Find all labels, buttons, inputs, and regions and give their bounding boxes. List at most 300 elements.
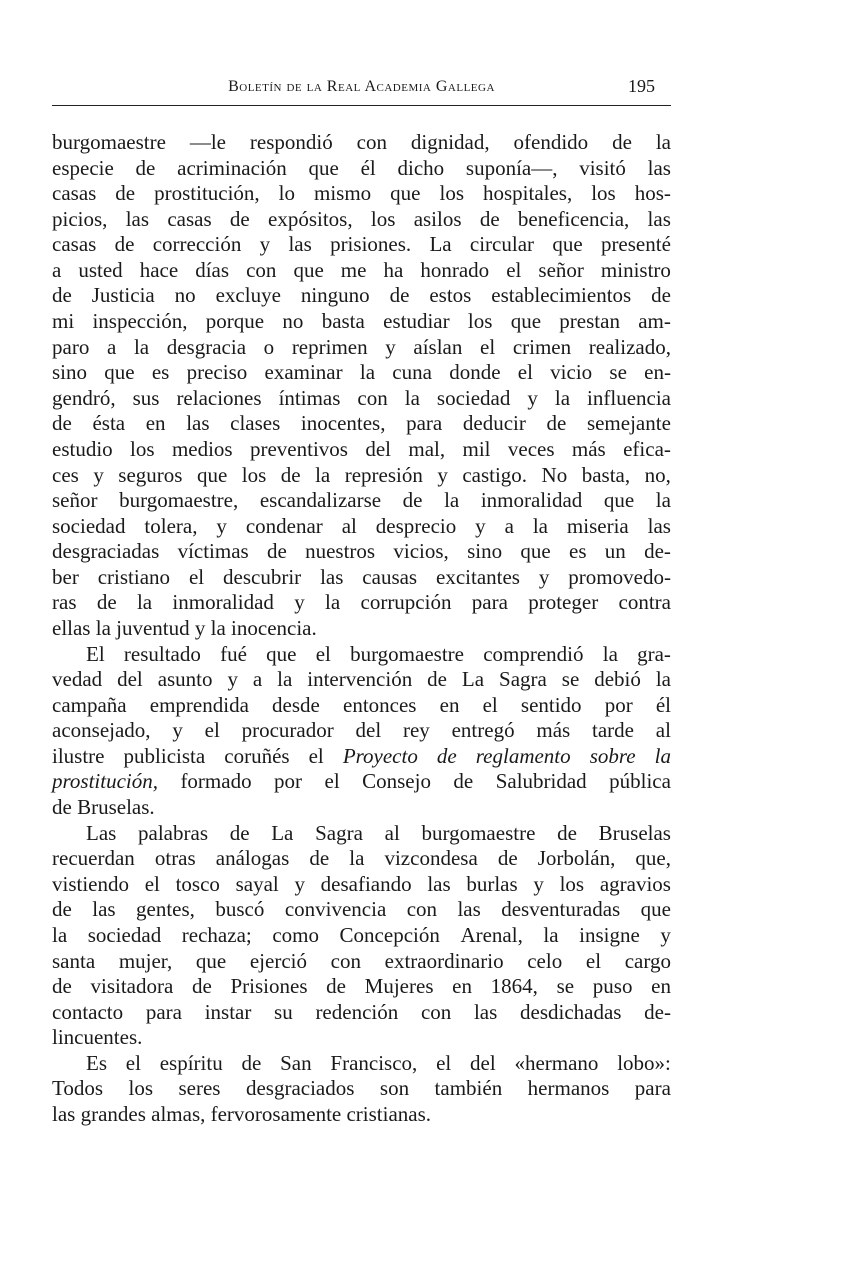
word: víctimas (177, 539, 249, 564)
text-line (52, 667, 671, 693)
word: la (654, 743, 671, 768)
word: en (452, 974, 472, 999)
word: Bruselas (598, 820, 671, 845)
word: los (559, 871, 585, 896)
word: sobre (589, 743, 636, 768)
word: La (461, 667, 485, 692)
word: aconsejado, (52, 718, 151, 743)
word: contacto (52, 999, 124, 1024)
word: Sagra (315, 820, 363, 845)
text-segment: ellas la juventud y la inocencia. (52, 615, 317, 640)
word: y (538, 564, 550, 589)
word: no, (644, 462, 671, 487)
word: desgraciados (245, 1076, 355, 1101)
text-line (52, 846, 671, 872)
word: hermanos (527, 1076, 610, 1101)
word: acriminación (177, 155, 287, 180)
word: la (277, 667, 293, 692)
text-line (52, 1000, 671, 1026)
word: buscó (215, 897, 265, 922)
word: palabras (138, 820, 208, 845)
word: tolera, (144, 513, 198, 538)
word: especie (52, 155, 114, 180)
word: sayal (235, 871, 279, 896)
word: La (271, 820, 294, 845)
word: es (569, 539, 587, 564)
word: visitó (579, 155, 626, 180)
word: ministro (600, 257, 671, 282)
word: las (92, 897, 116, 922)
word: burgomaestre (421, 820, 536, 845)
word: no (174, 283, 196, 308)
word: las (320, 564, 344, 589)
word: a (504, 513, 514, 538)
word: me (340, 257, 367, 282)
word: de (52, 283, 72, 308)
word: que (510, 309, 542, 334)
text-line (52, 795, 671, 821)
word: sentido (520, 692, 582, 717)
word: desde (272, 692, 320, 717)
word: ha (383, 257, 404, 282)
word: desafiando (320, 871, 412, 896)
text-line (52, 1076, 671, 1102)
word: semejante (586, 411, 671, 436)
word: expósitos, (268, 206, 353, 231)
word: que (552, 232, 583, 257)
word: la (602, 641, 618, 666)
word: Las (86, 820, 117, 845)
word: la (136, 590, 153, 615)
word: con (420, 999, 452, 1024)
word: el (517, 360, 533, 385)
text-line (52, 437, 671, 463)
word: de (52, 974, 72, 999)
word: de (267, 539, 287, 564)
word: las (186, 411, 210, 436)
word: desprecio (375, 513, 457, 538)
word: con (246, 257, 277, 282)
text-line (52, 590, 671, 616)
word: condenar (245, 513, 323, 538)
word: que (196, 462, 228, 487)
word: miseria (566, 513, 629, 538)
word: donde (449, 360, 501, 385)
word: preciso (186, 360, 248, 385)
word: respondió (249, 130, 333, 154)
word: Proyecto (342, 743, 418, 768)
body-text (52, 130, 671, 1128)
word: burgomaestre, (119, 488, 239, 513)
word: la (554, 385, 571, 410)
word: burgomaestre (350, 641, 464, 666)
word: y (475, 513, 486, 538)
word: intervención (307, 667, 413, 692)
word: Prisiones (230, 974, 308, 999)
word: y (527, 385, 538, 410)
word: insigne (579, 922, 640, 947)
word: para (634, 1076, 671, 1101)
text-line (52, 974, 671, 1000)
word: publicista (123, 743, 206, 768)
word: se (609, 360, 627, 385)
word: basta, (581, 462, 631, 487)
word: desdichadas (520, 999, 622, 1024)
word: casas (167, 206, 212, 231)
word: cuna (392, 360, 432, 385)
word: clases (230, 411, 281, 436)
text-line (52, 897, 671, 923)
text-line (52, 258, 671, 284)
word: emprendida (149, 692, 249, 717)
word: que (266, 641, 297, 666)
word: la (325, 590, 341, 615)
text-line (52, 539, 671, 565)
word: vistiendo (52, 871, 129, 896)
word: de (229, 820, 250, 845)
word: «hermano (514, 1050, 599, 1075)
text-line (52, 642, 671, 668)
word: el (482, 692, 498, 717)
word: de- (644, 539, 671, 564)
word: reprimen (291, 334, 368, 359)
word: de (651, 283, 671, 308)
header-rule (52, 105, 671, 106)
text-line (52, 360, 671, 386)
word: ésta (92, 411, 126, 436)
word: presenté (600, 232, 671, 257)
word: —le (189, 130, 226, 154)
word: son (379, 1076, 410, 1101)
word: los (128, 1076, 154, 1101)
word: ninguno (300, 283, 370, 308)
word: burgomaestre (52, 130, 166, 154)
word: los (591, 181, 616, 206)
text-line (52, 386, 671, 412)
word: cristiano (97, 564, 171, 589)
word: por (274, 769, 303, 794)
word: de (52, 897, 72, 922)
word: vizcondesa (384, 846, 478, 871)
word: la (444, 488, 460, 513)
word: de (191, 974, 212, 999)
word: nuestros (305, 539, 376, 564)
text-line (52, 769, 671, 795)
word: inmoralidad (172, 590, 274, 615)
word: Francisco, (330, 1050, 418, 1075)
word: asilos (413, 206, 462, 231)
word: coruñés (224, 743, 290, 768)
word: que (293, 257, 324, 282)
word: de (115, 181, 136, 206)
word: estos (429, 283, 472, 308)
word: para (145, 999, 182, 1024)
word: análogas (215, 846, 290, 871)
word: sociedad (52, 513, 126, 538)
word: proteger (528, 590, 599, 615)
word: la (52, 922, 68, 947)
text-line (52, 565, 671, 591)
text-line (52, 488, 671, 514)
word: examinar (264, 360, 343, 385)
word: del (470, 1050, 496, 1075)
word: y (93, 462, 104, 487)
word: es (151, 360, 170, 385)
running-header (52, 76, 671, 100)
word: excluye (215, 283, 281, 308)
word: preventivos (249, 436, 348, 461)
word: aíslan (413, 334, 463, 359)
word: escandalizarse (259, 488, 382, 513)
word: puso (592, 974, 633, 999)
word: de (557, 820, 577, 845)
text-line (52, 718, 671, 744)
word: y (172, 718, 183, 743)
word: el (144, 871, 160, 896)
word: mil (462, 436, 491, 461)
word: extraordinario (384, 948, 504, 973)
word: hospitales, (482, 181, 573, 206)
word: como (272, 922, 319, 947)
word: procurador (241, 718, 334, 743)
word: desventuradas (501, 897, 621, 922)
word: inspección, (92, 309, 188, 334)
word: a (252, 667, 263, 692)
word: y (216, 513, 227, 538)
word: excitantes (436, 564, 520, 589)
word: las (288, 232, 312, 257)
word: los (370, 206, 396, 231)
word: sino (467, 539, 503, 564)
word: la (349, 846, 365, 871)
word: y (437, 462, 448, 487)
word: deducir (462, 411, 526, 436)
word: con (330, 948, 361, 973)
word: Jorbolán, (537, 846, 616, 871)
word: y (385, 334, 396, 359)
word: y (660, 922, 671, 947)
word: en- (644, 360, 671, 385)
word: de (229, 206, 250, 231)
word: en (145, 411, 166, 436)
word: convivencia (284, 897, 387, 922)
text-line (52, 616, 671, 642)
word: lo (278, 181, 296, 206)
word: crimen (512, 334, 572, 359)
word: de (436, 743, 457, 768)
word: prisiones. (330, 232, 412, 257)
word: que (603, 488, 635, 513)
word: de (135, 155, 156, 180)
word: ilustre (52, 743, 105, 768)
word: celo (527, 948, 563, 973)
word: el (315, 641, 331, 666)
word: a (106, 334, 117, 359)
word: porque (205, 309, 265, 334)
word: y (294, 871, 305, 896)
word: la (655, 488, 671, 513)
word: al (341, 513, 357, 538)
word: entregó (451, 718, 515, 743)
word: reglamento (475, 743, 571, 768)
word: o (263, 334, 275, 359)
word: picios, (52, 206, 108, 231)
word: los (130, 436, 155, 461)
word: corrección (152, 232, 242, 257)
word: inocentes, (300, 411, 386, 436)
word: 1864, (490, 974, 538, 999)
word: comprendió (483, 641, 584, 666)
word: usted (78, 257, 123, 282)
word: visitadora (90, 974, 174, 999)
word: la (532, 513, 548, 538)
word: también (434, 1076, 503, 1101)
word: señor (538, 257, 584, 282)
text-line (52, 1025, 671, 1051)
word: El (86, 641, 105, 666)
word: del (117, 667, 143, 692)
word: Mujeres (364, 974, 434, 999)
word: y (533, 871, 544, 896)
word: las (647, 155, 671, 180)
word: mismo (314, 181, 372, 206)
word: prostitución, (154, 181, 260, 206)
word: estudiar (383, 309, 450, 334)
word: el (436, 1050, 452, 1075)
word: campaña (52, 692, 127, 717)
word: que (195, 948, 227, 973)
word: rechaza; (181, 922, 252, 947)
word: suponía—, (465, 155, 558, 180)
word: castigo. (462, 462, 528, 487)
word: las (125, 206, 150, 231)
word: otras (154, 846, 196, 871)
word: de (389, 283, 410, 308)
word: contra (618, 590, 671, 615)
word: influencia (587, 385, 671, 410)
word: sus (132, 385, 160, 410)
word: que (520, 539, 551, 564)
word: días (195, 257, 230, 282)
word: hace (139, 257, 179, 282)
text-line (52, 744, 671, 770)
word: de (427, 667, 447, 692)
word: un (604, 539, 626, 564)
word: más (536, 718, 571, 743)
word: sociedad (436, 385, 511, 410)
word: hos- (634, 181, 671, 206)
word: la (543, 922, 559, 947)
word: Concepción (339, 922, 440, 947)
word: inmoralidad (480, 488, 583, 513)
word: del (365, 436, 391, 461)
word: recuerdan (52, 846, 135, 871)
word: tosco (175, 871, 220, 896)
text-line (52, 1102, 671, 1128)
page-number: 195 (628, 76, 655, 96)
word: gendró, (52, 385, 116, 410)
running-title: Boletín de la Real Academia Gallega (228, 78, 495, 95)
word: de (52, 411, 72, 436)
word: Arenal, (460, 922, 523, 947)
word: con (357, 385, 388, 410)
text-segment: lincuentes. (52, 1025, 143, 1050)
word: a (52, 257, 62, 282)
word: desgracia (166, 334, 247, 359)
word: que (640, 897, 671, 922)
word: de (402, 488, 423, 513)
text-line (52, 181, 671, 207)
word: veces (507, 436, 555, 461)
word: y (294, 590, 305, 615)
word: la (315, 462, 331, 487)
word: paro (52, 334, 90, 359)
word: ejerció (249, 948, 307, 973)
word: dignidad, (410, 130, 490, 154)
word: Todos (52, 1076, 104, 1101)
word: sociedad (87, 922, 162, 947)
word: prestan (559, 309, 620, 334)
word: el (585, 948, 602, 973)
word: mi (52, 309, 75, 334)
text-line (52, 130, 671, 156)
word: que (308, 155, 339, 180)
word: de (241, 1050, 262, 1075)
word: las (473, 999, 498, 1024)
word: casas (52, 181, 97, 206)
text-line (52, 821, 671, 847)
word: relaciones (176, 385, 262, 410)
word: gentes, (136, 897, 195, 922)
word: dicho (397, 155, 445, 180)
text-line (52, 232, 671, 258)
word: de (612, 130, 632, 154)
word: de (546, 411, 567, 436)
word: am- (638, 309, 671, 334)
word: al (655, 718, 671, 743)
word: con (356, 130, 387, 154)
word: formado (180, 769, 252, 794)
word: No (541, 462, 568, 487)
word: los (241, 462, 267, 487)
word: lobo»: (617, 1050, 671, 1075)
word: ces (52, 462, 79, 487)
word: y (259, 232, 271, 257)
word: la (404, 385, 420, 410)
word: de (479, 206, 500, 231)
word: entonces (343, 692, 417, 717)
word: el (308, 743, 324, 768)
text-line (52, 514, 671, 540)
word: debió (594, 667, 641, 692)
word: desgraciadas (52, 539, 160, 564)
word: promovedo- (568, 564, 671, 589)
word: de (309, 846, 330, 871)
word: tarde (592, 718, 634, 743)
italic-title: prostitución, (52, 769, 158, 794)
word: de (280, 462, 301, 487)
word: establecimientos (491, 283, 632, 308)
word: la (655, 130, 671, 154)
text-segment: de Bruselas. (52, 795, 155, 820)
text-line (52, 309, 671, 335)
word: con (406, 897, 438, 922)
word: de (326, 974, 346, 999)
word: ber (52, 564, 79, 589)
word: vedad (52, 667, 103, 692)
word: honrado (420, 257, 490, 282)
word: él (655, 692, 671, 717)
